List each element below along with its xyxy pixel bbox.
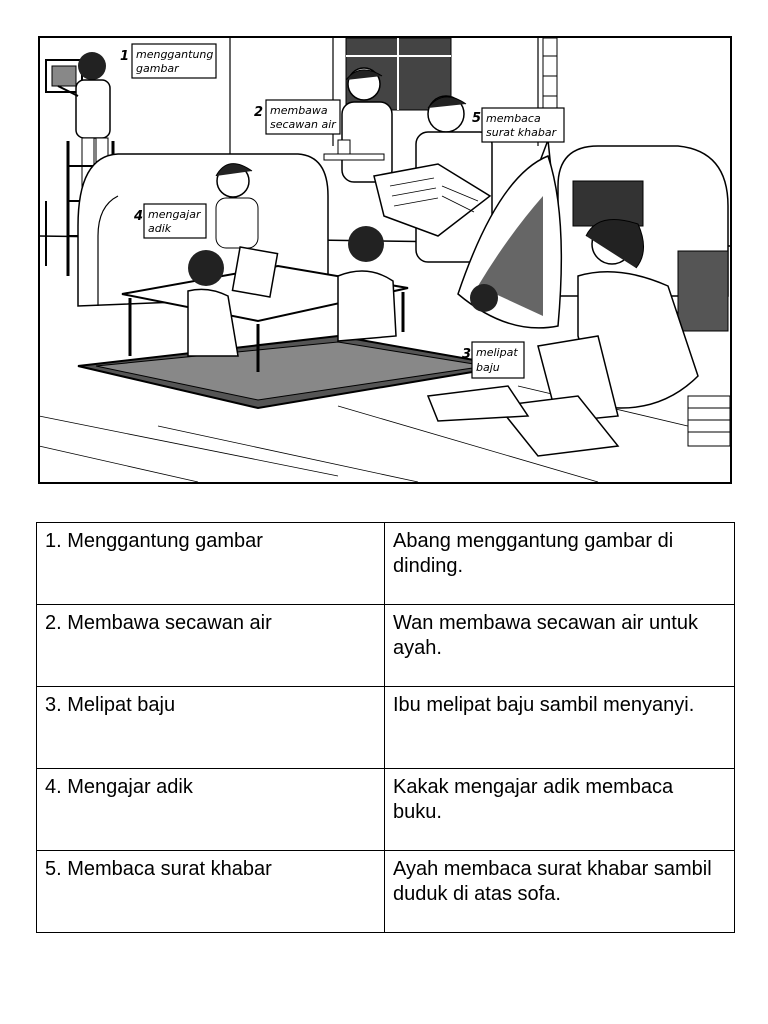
table-row: [37, 769, 735, 851]
label-5: [472, 108, 564, 142]
activity-cell: 4. Mengajar adik: [37, 769, 385, 851]
label-4-number: 4: [134, 209, 144, 224]
family-living-room-illustration: [38, 36, 732, 484]
table-row: [37, 687, 735, 769]
sentence-cell: Ayah membaca surat khabar sambil duduk di atas sofa.: [385, 851, 735, 933]
activity-cell: 2. Membawa secawan air: [37, 605, 385, 687]
activity-cell: 5. Membaca surat khabar: [37, 851, 385, 933]
label-4-line-2: adik: [148, 222, 172, 235]
sentence-cell: Abang menggantung gambar di dinding.: [385, 523, 735, 605]
illustration-canvas: [38, 36, 732, 484]
label-1-line-2: gambar: [136, 62, 179, 75]
sentence-cell: Ibu melipat baju sambil menyanyi.: [385, 687, 735, 769]
label-5-number: 5: [472, 111, 482, 126]
table-row: [37, 523, 735, 605]
label-3-number: 3: [462, 347, 472, 362]
label-2: [254, 100, 340, 134]
label-2-number: 2: [254, 105, 264, 120]
label-3-line-2: baju: [476, 361, 500, 374]
sentence-cell: Wan membawa secawan air untuk ayah.: [385, 605, 735, 687]
label-4-line-1: mengajar: [148, 208, 201, 221]
label-3-line-1: melipat: [476, 346, 518, 359]
activity-cell: 1. Menggantung gambar: [37, 523, 385, 605]
label-1-line-1: menggantung: [136, 48, 214, 61]
activity-sentence-table: [36, 522, 735, 933]
activity-cell: 3. Melipat baju: [37, 687, 385, 769]
table-row: [37, 605, 735, 687]
label-5-line-2: surat khabar: [486, 126, 557, 139]
label-1: [120, 44, 216, 78]
table-row: [37, 851, 735, 933]
label-5-line-1: membaca: [486, 112, 541, 125]
label-2-line-1: membawa: [270, 104, 328, 117]
label-2-line-2: secawan air: [270, 118, 336, 131]
label-1-number: 1: [120, 49, 130, 64]
sentence-cell: Kakak mengajar adik membaca buku.: [385, 769, 735, 851]
label-4: [133, 204, 206, 238]
